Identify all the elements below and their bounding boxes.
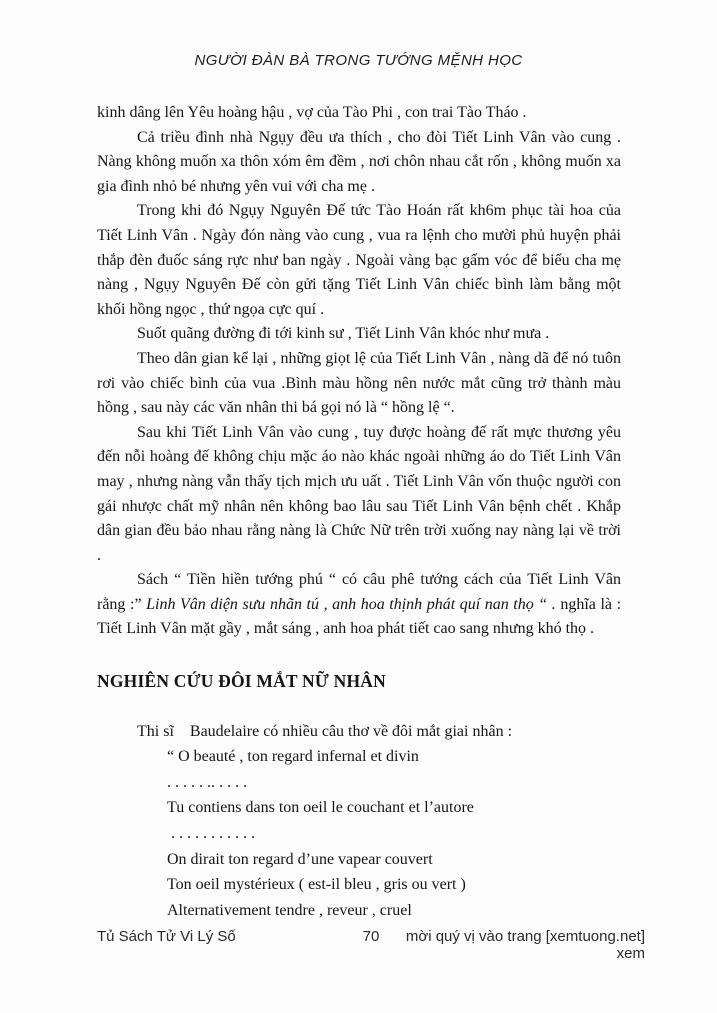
page-header (0, 0, 717, 70)
paragraph: Trong khi đó Ngụy Nguyên Đế tức Tào Hoán rất kh6m phục tài hoa của Tiết Linh Vân . Ngày đón nàng vào cung , vua ra lệnh cho mười phủ huyện phải thắp đèn đuốc sáng rực như ban ngày . Ngoài vàng bạc gấm vóc để biếu cha mẹ nàng , Ngụy Nguyên Đế còn gửi tặng Tiết Linh Vân chiếc bình làm bằng một khối hồng ngọc , thứ ngọa cực quí . (97, 202, 621, 318)
verse-line-dots: . . . . . .. . . . . (167, 773, 247, 791)
paragraph: Suốt quãng đường đi tới kinh sư , Tiết Linh Vân khóc như mưa . (137, 325, 550, 343)
paragraph: Theo dân gian kể lại , những giọt lệ của Tiết Linh Vân , nàng dã để nó tuôn rơi vào chiếc bình của vua .Bình màu hồng nên nước mắt cũng trở thành màu hồng , sau này các văn nhân thi bá gọi nó là “ hồng lệ “. (97, 349, 621, 417)
footer-series-title: Tủ Sách Tử Vi Lý Số (97, 928, 236, 945)
page-footer (97, 928, 645, 962)
quote-lead: Sách “ Tiền hiền tướng phú “ có câu phê tướng cách của Tiết Linh Vân rằng :” (97, 571, 621, 613)
footer-site-note: mời quý vị vào trang [xemtuong.net] xem (405, 928, 645, 962)
paragraph-quote (97, 568, 621, 642)
verse-line: Alternativement tendre , reveur , cruel (167, 901, 412, 919)
running-title: NGƯỜI ĐÀN BÀ TRONG TƯỚNG MỆNH HỌC (194, 52, 523, 69)
baudelaire-intro: Thi sĩ Baudelaire có nhiều câu thơ về đôi mắt giai nhân : (137, 722, 513, 740)
paragraph: Cả triều đình nhà Ngụy đều ưa thích , cho đòi Tiết Linh Vân vào cung . Nàng không muốn xa thôn xóm êm đềm , nơi chôn nhau cắt rốn , không muốn xa gia đình nhỏ bé nhưng yên vui với cha mẹ . (97, 128, 621, 195)
section-heading: NGHIÊN CỨU ĐÔI MẮT NỮ NHÂN (97, 671, 386, 692)
page-body (97, 101, 621, 923)
quote-tail: nghĩa là : Tiết Linh Vân mặt gầy , mắt sáng , anh hoa phát tiết cao sang nhưng khó thọ . (97, 595, 622, 638)
verse-line: Tu contiens dans ton oeil le couchant et l’autore (167, 799, 474, 817)
page-number: 70 (362, 928, 380, 945)
verse-line: On dirait ton regard d’une vapear couvert (167, 850, 433, 868)
verse-line: “ O beauté , ton regard infernal et divin (167, 748, 419, 766)
verse-line: Ton oeil mystérieux ( est-il bleu , gris ou vert ) (167, 876, 466, 894)
verse-block (97, 744, 621, 923)
paragraph: Sau khi Tiết Linh Vân vào cung , tuy được hoàng đế rất mực thương yêu đến nỗi hoàng đế không chịu mặc áo nào khác ngoài những áo do Tiết Linh Vân may , nhưng nàng vẫn thấy tịch mịch ưu uất . Tiết Linh Vân vốn thuộc người con gái nhược chất mỹ nhân nên không bao lâu sau Tiết Linh Vân bệnh chết . Khắp dân gian đều bảo nhau rằng nàng là Chức Nữ trên trời xuống nay nàng lại về trời . (97, 423, 621, 564)
paragraph-continuation: kinh dâng lên Yêu hoàng hậu , vợ của Tào Phi , con trai Tào Tháo . (97, 104, 527, 121)
quote-italic: Linh Vân diện sưu nhãn tú , anh hoa thịnh phát quí nan thọ “ . (146, 595, 556, 613)
verse-line-dots: . . . . . . . . . . . (167, 825, 255, 843)
